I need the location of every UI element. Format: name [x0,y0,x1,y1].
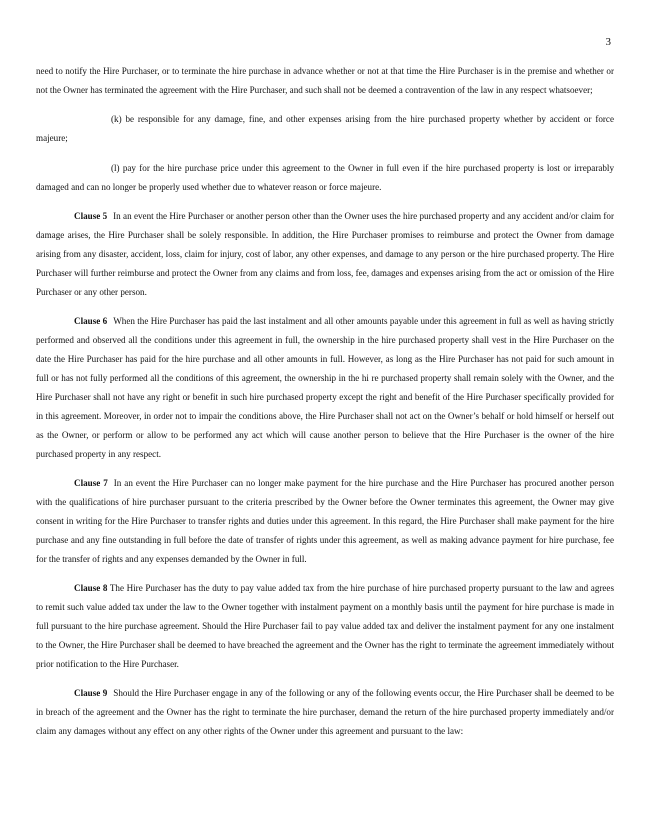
clause-text: In an event the Hire Purchaser or another person other than the Owner uses the hire purchased property and any accident and/or claim for damage arises, the Hire Purchaser shall be solely responsible. In addition, the Hire Purchaser promises to reimburse and protect the Owner from damage arising from any disaster, accident, loss, claim for injury, cost of labor, any other expenses, and damage to any person or the hire purchased property. The Hire Purchaser will further reimburse and protect the Owner from any claims and from loss, fee, damages and expenses arising from the act or omission of the Hire Purchaser or any other person. [36,211,615,297]
list-item-k [36,110,614,148]
clause-text: When the Hire Purchaser has paid the last instalment and all other amounts payable under this agreement in full as well as having strictly performed and observed all the conditions under this agreement in full, the ownership in the hire purchased property shall vest in the Hire Purchaser on the date the Hire Purchaser has paid for the hire purchase and all other amounts in full. However, as long as the Hire Purchaser has not paid for such amount in full or has not fully performed all the conditions of this agreement, the ownership in the hi re purchased property shall remain solely with the Owner, and the Hire Purchaser shall not have any right or benefit in such hire purchased property except the right and benefit of the Hire Purchaser specifically provided for in this agreement. Moreover, in order not to impair the conditions above, the Hire Purchaser shall not act on the Owner’s behalf or hold himself or herself out as the Owner, or perform or allow to be performed any act which will cause another person to believe that the Hire Purchaser is the owner of the hire purchased property in any respect. [36,316,615,459]
paragraph-continuation [36,62,614,100]
list-item-l [36,159,614,197]
clause-5 [36,207,614,302]
clause-6 [36,312,614,463]
clause-label: Clause 9 [74,688,108,699]
paragraph-text: need to notify the Hire Purchaser, or to terminate the hire purchase in advance whether or not at that time the Hire Purchaser is in the premise and whether or not the Owner has terminated the agreement with the Hire Purchaser, and such shall not be deemed a contravention of the law in any respect whatsoever; [36,66,614,95]
clause-text: Should the Hire Purchaser engage in any of the following or any of the following events occur, the Hire Purchaser shall be deemed to be in breach of the agreement and the Owner has the right to terminate the hire purchaser, demand the return of the hire purchased property immediately and/or claim any damages without any effect on any other rights of the Owner under this agreement and pursuant to the law: [36,688,614,737]
clause-text: In an event the Hire Purchaser can no longer make payment for the hire purchase and the Hire Purchaser has procured another person with the qualifications of hire purchaser pursuant to the criteria prescribed by the Owner before the Owner terminates this agreement, the Owner may give consent in writing for the Hire Purchaser to transfer rights and duties under this agreement. In this regard, the Hire Purchaser shall make payment for the hire purchase and any fine outstanding in full before the date of transfer of rights under this agreement, as well as making advance payment for hire purchase, fee for the transfer of rights and any expenses demanded by the Owner in full. [36,478,615,564]
clause-label: Clause 5 [74,211,108,222]
paragraph-text: (k) be responsible for any damage, fine, and other expenses arising from the hire purchased property whether by accident or force majeure; [36,114,614,144]
clause-label: Clause 8 [74,583,108,594]
document-body [36,62,614,752]
clause-9 [36,684,614,741]
clause-text: The Hire Purchaser has the duty to pay value added tax from the hire purchase of hire purchased property pursuant to the law and agrees to remit such value added tax under the law to the Owner together with instalment payment on a monthly basis until the payment for hire purchase is made in full pursuant to the hire purchase agreement. Should the Hire Purchaser fail to pay value added tax and deliver the instalment payment for any one instalment to the Owner, the Hire Purchaser shall be deemed to have breached the agreement and the Owner has the right to terminate the agreement immediately without prior notification to the Hire Purchaser. [36,583,615,669]
paragraph-text: (l) pay for the hire purchase price under this agreement to the Owner in full even if the hire purchased property is lost or irreparably damaged and can no longer be properly used whether due to whatever reason or force majeure. [36,162,614,192]
clause-8 [36,579,614,674]
clause-label: Clause 7 [74,478,108,489]
clause-7 [36,474,614,569]
page-number: 3 [605,36,611,48]
clause-label: Clause 6 [74,316,108,327]
